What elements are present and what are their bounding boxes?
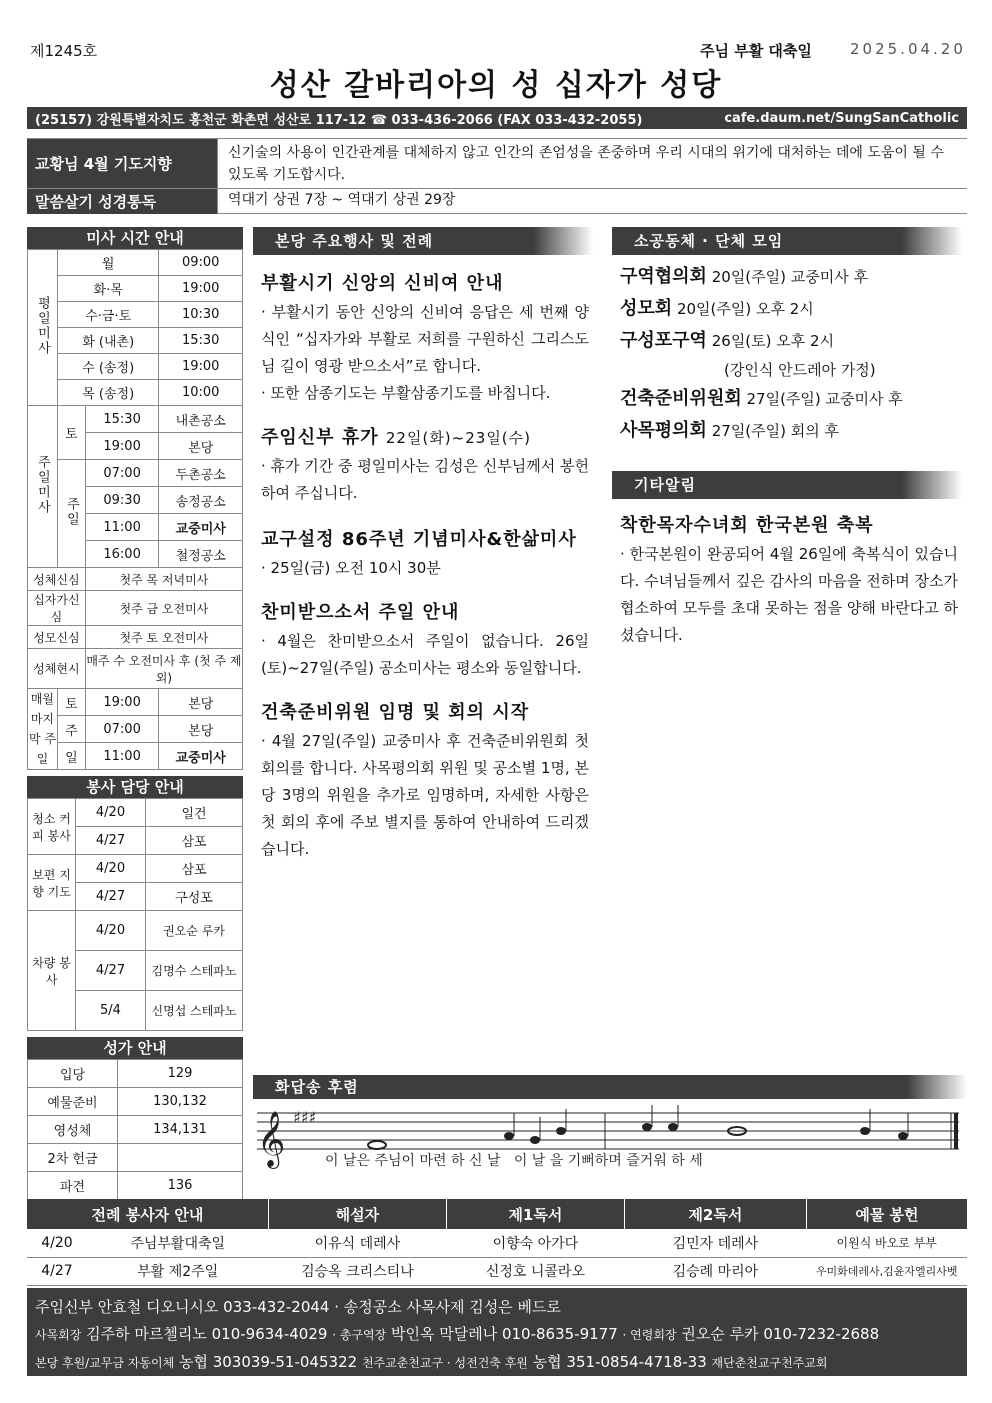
sat-label: 토	[57, 406, 85, 460]
other-body: · 한국본원이 완공되어 4월 26일에 축복식이 있습니다. 수녀님들께서 깊은 감사의 마음을 전하며 장소가 협소하여 모두를 초대 못하는 점을 양해 바란다고 하셨습니다.	[620, 545, 958, 644]
hymn-number: 136	[118, 1172, 243, 1200]
other-title: 기타알림	[612, 471, 962, 499]
service-who: 삼포	[146, 827, 243, 855]
mass-place: 본당	[159, 716, 243, 743]
mass-time: 19:00	[159, 276, 243, 302]
article-body: · 부활시기 동안 신앙의 신비여 응답은 세 번째 양식인 “십자가와 부활로 저희를 구원하신 그리스도님 길이 영광 받으소서”로 합니다.	[261, 303, 589, 375]
hymn-title: 성가 안내	[27, 1037, 243, 1059]
hymn-table	[27, 1059, 243, 1200]
mass-time: 19:00	[159, 354, 243, 380]
sunday-label: 주일미사	[28, 406, 58, 568]
mass-day: 목 (송정)	[57, 380, 159, 406]
hymn-name: 2차 헌금	[28, 1144, 118, 1172]
service-date: 4/20	[76, 911, 146, 951]
service-who: 권오순 루카	[146, 911, 243, 951]
svg-text:𝄞: 𝄞	[257, 1111, 286, 1167]
service-title: 봉사 담당 안내	[27, 776, 243, 798]
service-date: 4/27	[76, 951, 146, 991]
lastweek-day: 토	[57, 689, 85, 716]
article-body: · 또한 삼종기도는 부활삼종기도를 바칩니다.	[261, 384, 551, 402]
psalm-title: 화답송 후렴	[253, 1075, 967, 1099]
mass-time: 19:00	[85, 689, 159, 716]
prayer-intent-box	[27, 138, 967, 214]
service-date: 4/27	[76, 827, 146, 855]
bible-label: 말씀살기 성경통독	[27, 189, 217, 214]
address-bar	[27, 107, 967, 129]
service-date: 5/4	[76, 991, 146, 1031]
sun-label: 주일	[57, 460, 85, 568]
hymn-number: 134,131	[118, 1116, 243, 1144]
intent-text: 신기술의 사용이 인간관계를 대체하지 않고 인간의 존엄성을 존중하며 우리 시대의 위기에 대처하는 데에 도움이 될 수 있도록 기도합시다.	[217, 139, 967, 188]
mass-day: 화 (내촌)	[57, 328, 159, 354]
mass-day: 월	[57, 250, 159, 276]
mass-time: 16:00	[85, 541, 159, 568]
article-body: · 휴가 기간 중 평일미사는 김성은 신부님께서 봉헌하여 주십니다.	[261, 457, 589, 502]
mass-place: 철정공소	[159, 541, 243, 568]
hymn-number	[118, 1144, 243, 1172]
service-group: 보편 지향 기도	[28, 855, 76, 911]
groups-section	[612, 227, 962, 649]
article-heading: 교구설정 86주년 기념미사&한삶미사	[261, 529, 577, 550]
lastweek-label: 매월 마지막 주일	[28, 689, 58, 770]
hymn-name: 파견	[28, 1172, 118, 1200]
service-date: 4/20	[76, 855, 146, 883]
mass-time: 15:30	[85, 406, 159, 433]
mass-time: 10:00	[159, 380, 243, 406]
main-news-title: 본당 주요행사 및 전례	[253, 227, 593, 255]
service-date: 4/27	[76, 883, 146, 911]
mass-time: 15:30	[159, 328, 243, 354]
mass-time: 11:00	[85, 514, 159, 541]
mass-time: 07:00	[85, 716, 159, 743]
service-who: 구성포	[146, 883, 243, 911]
mass-day: 화·목	[57, 276, 159, 302]
group-item: 성모회 20일(주일) 오후 2시	[620, 298, 814, 319]
devotion-name: 성모신심	[28, 626, 86, 649]
group-item: (강인식 안드레아 가정)	[724, 361, 876, 379]
group-item: 구역협의회 20일(주일) 교중미사 후	[620, 266, 868, 287]
psalm-section	[253, 1075, 967, 1173]
group-item: 사목평의회 27일(주일) 회의 후	[620, 420, 840, 441]
mass-schedule	[27, 227, 243, 1200]
group-item: 구성포구역 26일(토) 오후 2시	[620, 330, 835, 351]
service-table	[27, 798, 243, 1031]
mass-time: 10:30	[159, 302, 243, 328]
hymn-name: 예물준비	[28, 1088, 118, 1116]
groups-title: 소공동체 · 단체 모임	[612, 227, 962, 255]
address: (25157) 강원특별자치도 홍천군 화촌면 성산로 117-12 ☎ 033-436-2066 (FAX 033-432-2055)	[35, 112, 643, 128]
service-who: 김명수 스테파노	[146, 951, 243, 991]
liturgy-header: 예물 봉헌	[806, 1199, 967, 1229]
devotion-when: 첫주 목 저녁미사	[85, 568, 242, 591]
devotion-when: 첫주 금 오전미사	[85, 591, 242, 626]
group-item: 건축준비위원회 27일(주일) 교중미사 후	[620, 388, 903, 409]
mass-place: 교중미사	[159, 743, 243, 770]
other-heading: 착한목자수녀회 한국본원 축복	[620, 515, 874, 536]
service-group: 차량 봉사	[28, 911, 76, 1031]
devotion-when: 매주 수 오전미사 후 (첫 주 제외)	[85, 649, 242, 689]
page-title: 성산 갈바리아의 성 십자가 성당	[269, 68, 723, 103]
service-group: 청소 커피 봉사	[28, 799, 76, 855]
article-heading: 주임신부 휴가 22일(화)~23일(수)	[261, 427, 532, 448]
mass-place: 본당	[159, 689, 243, 716]
article-heading: 건축준비위원 임명 및 회의 시작	[261, 702, 530, 723]
hymn-name: 영성체	[28, 1116, 118, 1144]
occasion: 주님 부활 대축일	[700, 42, 812, 60]
liturgy-header: 해설자	[268, 1199, 446, 1229]
hymn-number: 130,132	[118, 1088, 243, 1116]
article-body: · 4월 27일(주일) 교중미사 후 건축준비위원회 첫 회의를 합니다. 사목평의회 위원 및 공소별 1명, 본당 3명의 위원을 추가로 임명하며, 자세한 사항은 첫 회의 후에 주보 별지를 통하여 안내하여 드리겠습니다.	[261, 732, 589, 858]
mass-place: 송정공소	[159, 487, 243, 514]
music-staff	[253, 1099, 967, 1169]
article-heading: 부활시기 신앙의 신비여 안내	[261, 273, 504, 294]
hymn-name: 입당	[28, 1060, 118, 1088]
mass-place: 본당	[159, 433, 243, 460]
footer-line: 주임신부 안효철 디오니시오 033-432-2044 · 송정공소 사목사제 김성은 베드로	[35, 1298, 561, 1316]
table-row: 4/20 주님부활대축일 이유식 데레사 이향숙 아가다 김민자 데레사 이원식 바오로 부부	[27, 1229, 967, 1257]
article-heading: 찬미받으소서 주일 안내	[261, 602, 460, 623]
lastweek-day: 일	[57, 743, 85, 770]
service-who: 삼포	[146, 855, 243, 883]
liturgy-header: 제1독서	[446, 1199, 624, 1229]
footer-line: 사목회장 김주하 마르첼리노 010-9634-4029 · 총구역장 박인옥 막달레나 010-8635-9177 · 연령회장 권오순 루카 010-7232-2688	[35, 1325, 880, 1343]
mass-place: 내촌공소	[159, 406, 243, 433]
mass-title: 미사 시간 안내	[27, 227, 243, 249]
service-who: 신명섭 스테파노	[146, 991, 243, 1031]
service-date: 4/20	[76, 799, 146, 827]
liturgy-header: 제2독서	[624, 1199, 806, 1229]
liturgy-table	[27, 1199, 967, 1286]
intent-label: 교황님 4월 기도지향	[27, 139, 217, 188]
hymn-number: 129	[118, 1060, 243, 1088]
mass-time: 19:00	[85, 433, 159, 460]
devotion-name: 성체현시	[28, 649, 86, 689]
table-row: 4/27 부활 제2주일 김승옥 크리스티나 신정호 니콜라오 김승례 마리아 우미화데레사,김윤자엘리사벳	[27, 1257, 967, 1285]
mass-place: 두촌공소	[159, 460, 243, 487]
service-who: 일건	[146, 799, 243, 827]
mass-day: 수 (송정)	[57, 354, 159, 380]
article-body: · 4월은 찬미받으소서 주일이 없습니다. 26일(토)~27일(주일) 공소미사는 평소와 동일합니다.	[261, 632, 589, 677]
cafe-link[interactable]: cafe.daum.net/SungSanCatholic	[724, 110, 959, 126]
liturgy-header: 전례 봉사자 안내	[27, 1199, 268, 1229]
devotion-name: 십자가신심	[28, 591, 86, 626]
issue-number: 제1245호	[30, 42, 98, 60]
mass-time: 09:00	[159, 250, 243, 276]
lastweek-day: 주	[57, 716, 85, 743]
footer-line: 본당 후원/교무금 자동이체 농협 303039-51-045322 천주교춘천교구 · 성전건축 후원 농협 351-0854-4718-33 재단춘천교구천주교회	[35, 1353, 828, 1371]
devotion-name: 성체신심	[28, 568, 86, 591]
psalm-lyrics: 이 날은 주님이 마련 하 신 날 이 날 을 기뻐하며 즐거워 하 세	[325, 1153, 703, 1169]
issue-date: 2025.04.20	[850, 40, 966, 58]
svg-text:♯♯♯: ♯♯♯	[293, 1108, 317, 1127]
mass-day: 수·금·토	[57, 302, 159, 328]
mass-time: 09:30	[85, 487, 159, 514]
article-body: · 25일(금) 오전 10시 30분	[261, 559, 441, 577]
weekday-label: 평일미사	[28, 250, 58, 406]
mass-time: 11:00	[85, 743, 159, 770]
main-news	[253, 227, 593, 863]
devotion-when: 첫주 토 오전미사	[85, 626, 242, 649]
footer	[27, 1288, 967, 1376]
mass-time: 07:00	[85, 460, 159, 487]
bible-text: 역대기 상권 7장 ~ 역대기 상권 29장	[217, 189, 967, 214]
mass-table	[27, 249, 243, 770]
mass-place: 교중미사	[159, 514, 243, 541]
